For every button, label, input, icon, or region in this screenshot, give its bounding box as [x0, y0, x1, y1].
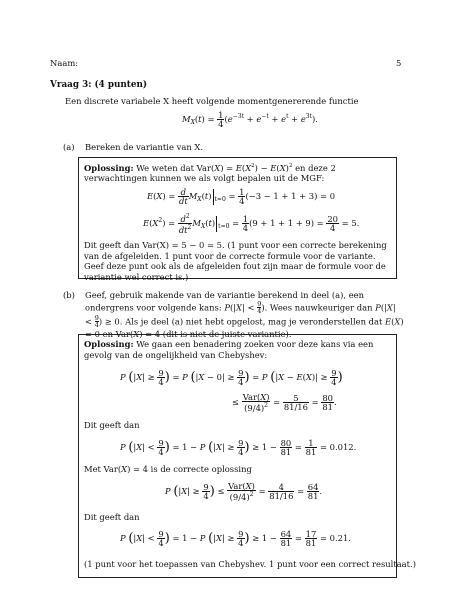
solution-b-intro: Oplossing: We gaan een benadering zoeken voor deze kans via een gevolg van de ongelijkheid van Chebyshev: [84, 339, 374, 360]
page-number: 5 [396, 58, 402, 68]
solution-a-eq2: $E(X^2)$ = $\frac{d^2}{dt^2}$ $M_X(t) _{t=0}$ = $\frac{1}{4}$ (9 + 1 + 1 + 9) = $\frac{20}{4}$ = 5. [143, 213, 360, 235]
name-label: Naam: [50, 58, 79, 68]
solution-a-intro: Oplossing: We weten dat $Var(X) = E(X^2) - E(X)^2$ en deze 2 verwachtingen kunnen we als volgt bepalen uit de MGF: [84, 162, 336, 184]
part-b-task: Geef, gebruik makende van de variantie berekend in deel (a), een ondergrens voor volgende kans: P(|X| < $\frac{9}{4}$). Wees nauwkeuriger dan P(|X| < $\frac{9}{4}) \ge 0$. Als je deel (a) niet hebt opgelost, mag je veronderstellen dat E(X) = 0 en Var(X) = 4 (dit is niet de juiste variantie). [85, 290, 404, 339]
solution-b-eq3: P (|X| ≥ $\frac{9}{4}$ ) ≤ $\frac{\text{Var(X)}}{(9/4)^2}$ = $\frac{4}{81/16}$ = $\frac{64}{81}$ . [165, 481, 323, 502]
solution-b-alt: Met Var(X) = 4 is de correcte oplossing [84, 464, 252, 474]
solution-a-conclusion: Dit geeft dan Var(X) = 5 − 0 = 5. (1 punt voor een correcte berekening van de afgeleiden. 1 punt voor de correcte formule voor de variante. Geef deze punt ook als de afgeleiden fout zijn maar de formule voor de variantie wel correct is.) [84, 240, 387, 282]
solution-b-points: (1 punt voor het toepassen van Chebyshev. 1 punt voor een correct resultaat.) [84, 559, 416, 569]
part-a-label: (a) [63, 142, 75, 152]
solution-b-eq4: P (|X| < $\frac{9}{4}$ ) = 1 − P (|X| ≥ $\frac{9}{4}$ ) ≥ 1 − $\frac{64}{81}$ = $\frac{17}{81}$ = 0.21. [120, 529, 351, 548]
solution-b-then1: Dit geeft dan [84, 420, 140, 430]
mgf-formula: $M_X(t)$ = $\frac{1}{4}$ $(e^{-3t} + e^{-t} + e^t + e^{3t})$. [182, 110, 318, 129]
solution-b-then2: Dit geeft dan [84, 512, 140, 522]
question-title: Vraag 3: (4 punten) [50, 80, 148, 90]
part-a-task: Bereken de variantie van X. [85, 142, 203, 152]
solution-a-eq1: E(X) = $\frac{d}{dt}$ $M_X(t) _{t=0}$ = $\frac{1}{4}$ (−3 − 1 + 1 + 3) = 0 [147, 187, 336, 206]
question-intro: Een discrete variabele X heeft volgende momentgenererende functie [65, 96, 359, 106]
part-b-label: (b) [63, 290, 75, 300]
solution-b-eq1-line1: P (|X| ≥ $\frac{9}{4}$ ) = P (|X − 0| ≥ $\frac{9}{4}$ ) = P (|X − E(X)| ≥ $\frac{9}{4}$ ) [120, 368, 343, 387]
solution-b-eq1-line2: ≤ $\frac{\text{Var(X)}}{(9/4)^2}$ = $\frac{5}{81/16}$ = $\frac{80}{81}$ . [232, 392, 337, 413]
solution-b-eq2: P (|X| < $\frac{9}{4}$ ) = 1 − P (|X| ≥ $\frac{9}{4}$ ) ≥ 1 − $\frac{80}{81}$ = $\frac{1}{81}$ = 0.012. [120, 438, 357, 457]
